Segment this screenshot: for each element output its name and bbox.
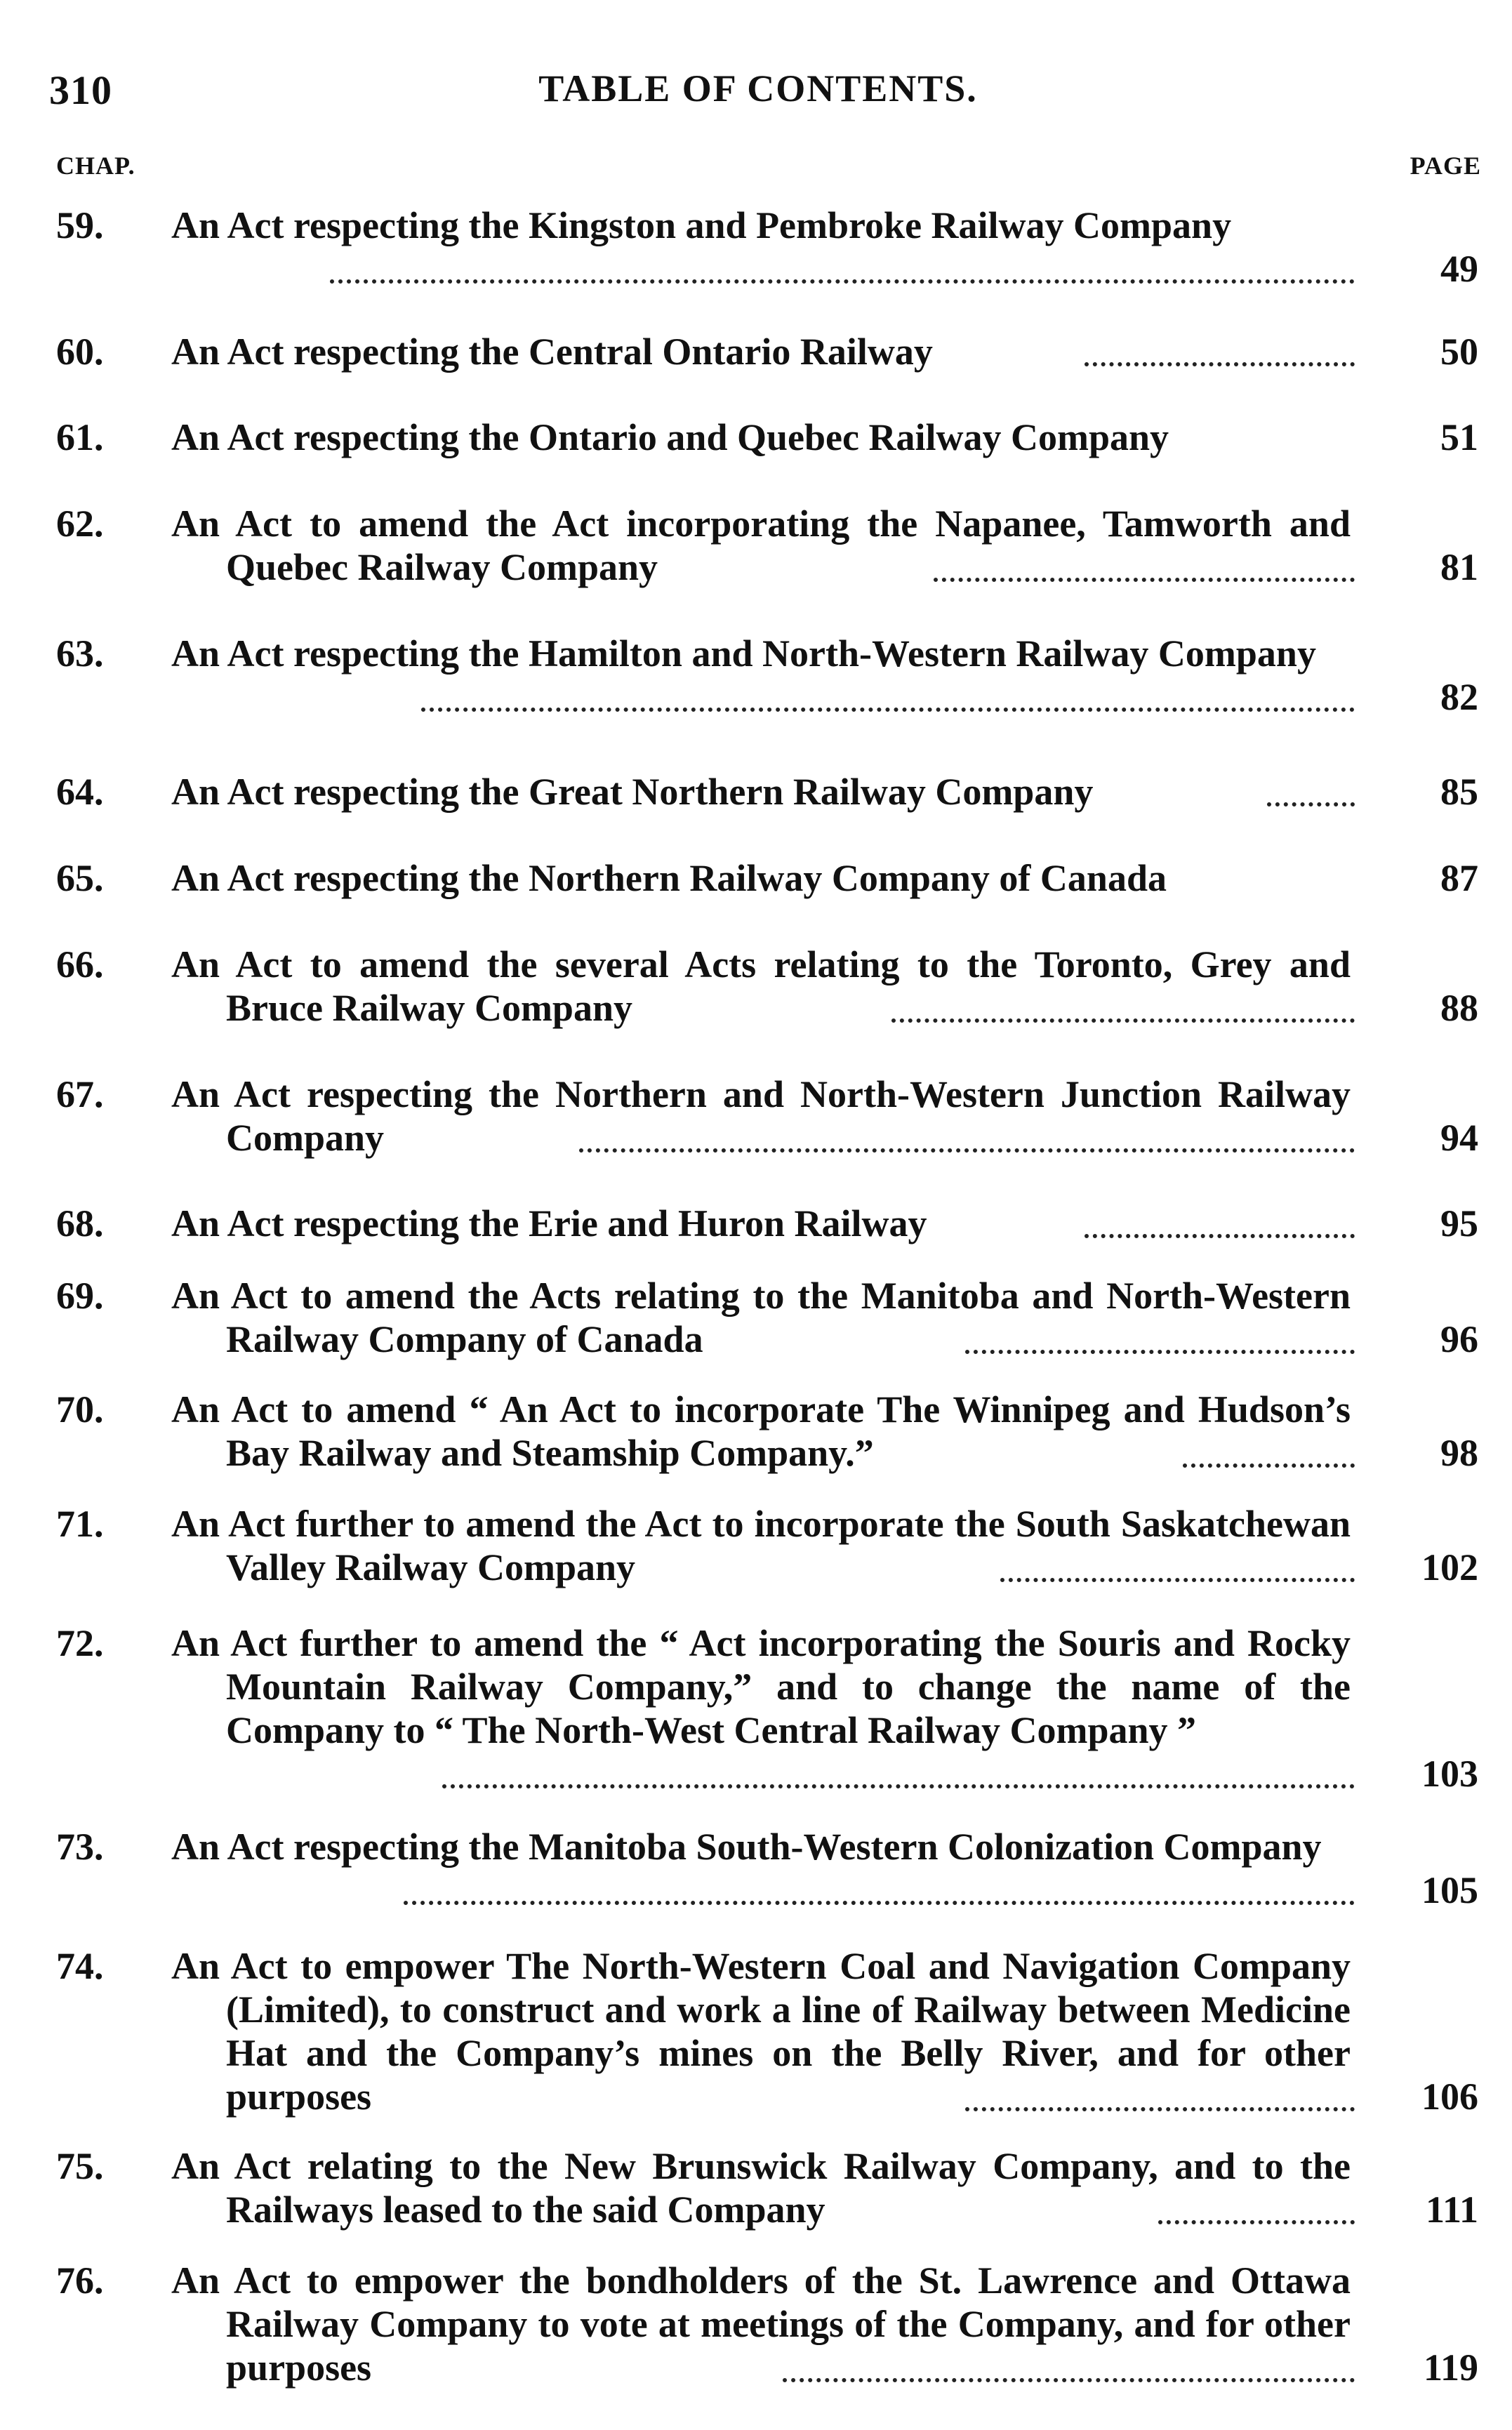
page-reference: 87 xyxy=(1440,857,1478,899)
dot-leader xyxy=(1000,1572,1355,1582)
page-number: 310 xyxy=(49,67,112,113)
dot-leader xyxy=(1158,2215,1355,2224)
chapter-number: 76. xyxy=(56,2259,104,2302)
dot-leader xyxy=(891,1013,1355,1023)
running-title: TABLE OF CONTENTS. xyxy=(538,67,978,109)
entry-title: An Act respecting the Ontario and Quebec Railway Company xyxy=(171,416,1169,458)
entry-title: An Act to amend “ An Act to incorporate The Winnipeg and Hudson’s Bay Railway and Steamship Company.” xyxy=(171,1388,1351,1474)
chapter-number: 70. xyxy=(56,1388,104,1430)
dot-leader xyxy=(1085,357,1355,366)
page-column-label: PAGE xyxy=(1410,152,1481,180)
page-reference: 88 xyxy=(1440,987,1478,1029)
dot-leader xyxy=(442,1779,1355,1788)
chapter-number: 60. xyxy=(56,331,104,373)
dot-leader xyxy=(965,1344,1355,1354)
page-reference: 98 xyxy=(1440,1432,1478,1474)
chapter-number: 66. xyxy=(56,943,104,985)
dot-leader xyxy=(1183,1458,1355,1468)
entry-title: An Act to empower The North-Western Coal and Navigation Company (Limited), to construct and work a line of Railway between Medicine Hat and the Company’s mines on the Belly River, and for other purposes xyxy=(171,1945,1351,2118)
page-reference: 95 xyxy=(1440,1202,1478,1244)
dot-leader xyxy=(404,1895,1355,1905)
page-reference: 119 xyxy=(1423,2346,1478,2389)
dot-leader xyxy=(330,274,1355,284)
entry-title: An Act respecting the Hamilton and North-Western Railway Company xyxy=(171,632,1316,675)
page-reference: 49 xyxy=(1440,248,1478,290)
chapter-number: 67. xyxy=(56,1073,104,1115)
chapter-number: 63. xyxy=(56,632,104,675)
dot-leader xyxy=(965,2102,1355,2111)
chapter-number: 62. xyxy=(56,503,104,545)
dot-leader xyxy=(934,572,1355,582)
entry-title: An Act to amend the Act incorporating the Napanee, Tamworth and Quebec Railway Company xyxy=(171,503,1351,588)
page-reference: 102 xyxy=(1421,1546,1478,1588)
entry-title: An Act to amend the Acts relating to the Manitoba and North-Western Railway Company of Canada xyxy=(171,1275,1351,1360)
chapter-number: 64. xyxy=(56,771,104,813)
page-reference: 105 xyxy=(1421,1869,1478,1911)
entry-title: An Act to empower the bondholders of the St. Lawrence and Ottawa Railway Company to vote at meetings of the Company, and for other purposes xyxy=(171,2259,1351,2389)
entry-title: An Act further to amend the “ Act incorporating the Souris and Rocky Mountain Railway Company,” and to change the name of the Company to “ The North-West Central Railway Company ” xyxy=(171,1622,1351,1751)
page-reference: 51 xyxy=(1440,416,1478,458)
dot-leader xyxy=(1267,797,1355,806)
page-reference: 85 xyxy=(1440,771,1478,813)
page-reference: 103 xyxy=(1421,1753,1478,1795)
dot-leader xyxy=(579,1143,1355,1153)
entry-title: An Act further to amend the Act to incorporate the South Saskatchewan Valley Railway Company xyxy=(171,1503,1351,1588)
entry-title: An Act respecting the Manitoba South-Western Colonization Company xyxy=(171,1826,1322,1868)
chapter-number: 72. xyxy=(56,1622,104,1664)
chapter-number: 74. xyxy=(56,1945,104,1987)
page-reference: 96 xyxy=(1440,1318,1478,1360)
chap-column-label: CHAP. xyxy=(56,152,135,180)
page-reference: 81 xyxy=(1440,546,1478,588)
chapter-number: 69. xyxy=(56,1275,104,1317)
chapter-number: 61. xyxy=(56,416,104,458)
entry-title: An Act respecting the Northern and North-Western Junction Railway Company xyxy=(171,1073,1351,1159)
chapter-number: 68. xyxy=(56,1202,104,1244)
entry-title: An Act respecting the Erie and Huron Railway xyxy=(171,1202,927,1244)
entry-title: An Act to amend the several Acts relating to the Toronto, Grey and Bruce Railway Company xyxy=(171,943,1351,1029)
page-reference: 50 xyxy=(1440,331,1478,373)
entry-title: An Act respecting the Northern Railway Company of Canada xyxy=(171,857,1167,899)
page-reference: 94 xyxy=(1440,1117,1478,1159)
entry-title: An Act respecting the Great Northern Railway Company xyxy=(171,771,1094,813)
page-reference: 106 xyxy=(1421,2076,1478,2118)
page-reference: 111 xyxy=(1425,2189,1478,2231)
entry-title: An Act respecting the Kingston and Pembroke Railway Company xyxy=(171,204,1232,246)
dot-leader xyxy=(783,2372,1355,2382)
entry-title: An Act respecting the Central Ontario Railway xyxy=(171,331,933,373)
entry-title: An Act relating to the New Brunswick Railway Company, and to the Railways leased to the said Company xyxy=(171,2145,1351,2231)
dot-leader xyxy=(421,702,1355,712)
chapter-number: 71. xyxy=(56,1503,104,1545)
chapter-number: 73. xyxy=(56,1826,104,1868)
chapter-number: 65. xyxy=(56,857,104,899)
chapter-number: 75. xyxy=(56,2145,104,2187)
chapter-number: 59. xyxy=(56,204,104,246)
dot-leader xyxy=(1085,1228,1355,1238)
page-reference: 82 xyxy=(1440,676,1478,718)
